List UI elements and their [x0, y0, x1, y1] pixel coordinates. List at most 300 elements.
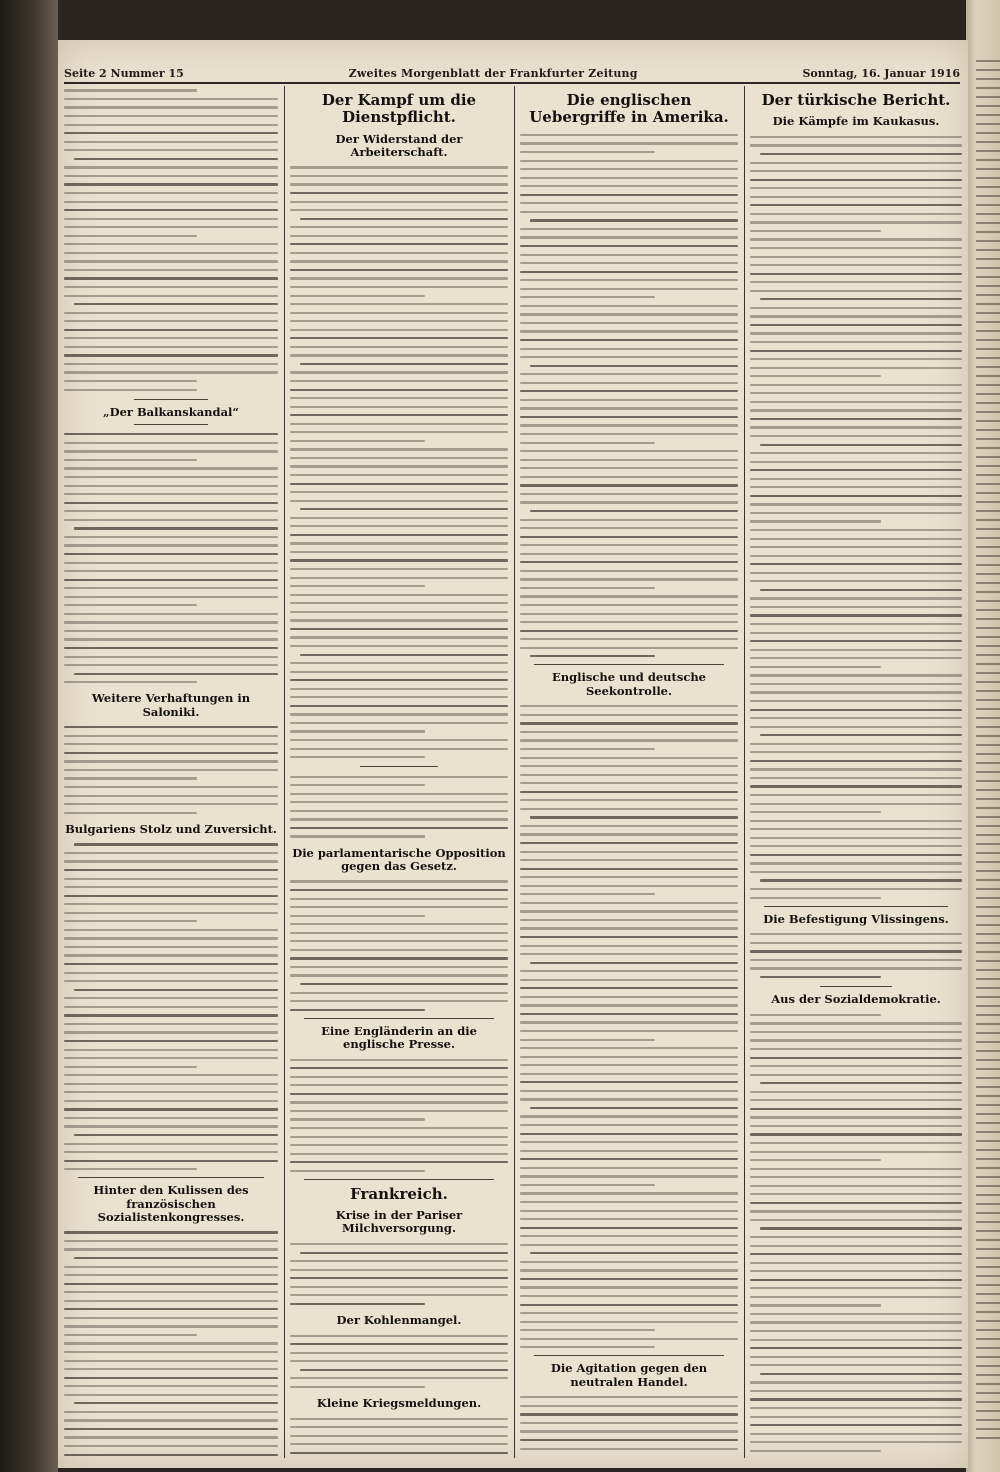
text-line: [64, 592, 278, 601]
edge-text-fragment: [976, 1158, 1000, 1160]
text-line: [750, 577, 962, 586]
text-line: [64, 849, 278, 858]
text-line: [520, 1163, 738, 1172]
edge-text-fragment: [976, 1419, 1000, 1421]
text-line: [290, 582, 508, 591]
text-line: [750, 321, 962, 330]
text-line: [64, 498, 278, 507]
edge-text-fragment: [976, 933, 1000, 935]
edge-text-fragment: [976, 78, 1000, 80]
text-line: [290, 1158, 508, 1167]
text-line: [64, 171, 278, 180]
text-line: [64, 1045, 278, 1054]
text-line: [290, 436, 508, 445]
text-line: [64, 129, 278, 138]
scan-left-margin: [0, 0, 58, 1472]
text-line: [520, 881, 738, 890]
text-line: [64, 1139, 278, 1148]
text-line: [520, 1427, 738, 1436]
text-line: [290, 684, 508, 693]
text-line: [520, 745, 738, 754]
text-line: [520, 1155, 738, 1164]
edge-text-fragment: [976, 312, 1000, 314]
text-line: [520, 455, 738, 464]
text-line: [64, 368, 278, 377]
text-line: [64, 1254, 278, 1263]
text-line: [64, 1079, 278, 1088]
text-line: [750, 620, 962, 629]
text-line: [290, 693, 508, 702]
text-line: [64, 891, 278, 900]
text-line: [290, 894, 508, 903]
text-line: [290, 565, 508, 574]
text-line: [520, 387, 738, 396]
text-line: [750, 859, 962, 868]
text-line: [520, 1317, 738, 1326]
text-line: [520, 1436, 738, 1445]
edge-text-fragment: [976, 69, 1000, 71]
text-line: [520, 524, 738, 533]
text-line: [750, 1207, 962, 1216]
text-line: [520, 1444, 738, 1453]
text-line: [290, 573, 508, 582]
text-line: [750, 964, 962, 973]
text-line: [750, 697, 962, 706]
text-line: [64, 652, 278, 661]
text-line: [290, 781, 508, 790]
text-line: [64, 1407, 278, 1416]
text-line: [520, 1172, 738, 1181]
edge-text-fragment: [976, 1212, 1000, 1214]
text-line: [750, 509, 962, 518]
text-line: [750, 269, 962, 278]
text-line: [750, 500, 962, 509]
text-line: [290, 937, 508, 946]
text-line: [290, 471, 508, 480]
text-line: [750, 782, 962, 791]
text-line: [750, 1062, 962, 1071]
text-line: [520, 532, 738, 541]
edge-text-fragment: [976, 951, 1000, 953]
text-line: [520, 822, 738, 831]
text-line: [290, 1348, 508, 1357]
edge-text-fragment: [976, 1176, 1000, 1178]
text-line: [750, 244, 962, 253]
edge-text-fragment: [976, 339, 1000, 341]
text-line: [64, 490, 278, 499]
article-text: [520, 131, 738, 661]
edge-text-fragment: [976, 1347, 1000, 1349]
text-line: [520, 1283, 738, 1292]
text-line: [520, 1334, 738, 1343]
edge-text-fragment: [976, 987, 1000, 989]
text-line: [520, 216, 738, 225]
text-line: [290, 1331, 508, 1340]
edge-text-fragment: [976, 996, 1000, 998]
edge-text-fragment: [976, 1311, 1000, 1313]
divider: [820, 986, 892, 987]
text-line: [64, 197, 278, 206]
text-line: [520, 753, 738, 762]
text-line: [520, 1418, 738, 1427]
edge-text-fragment: [976, 816, 1000, 818]
text-line: [520, 609, 738, 618]
heading-widerstand: Der Widerstand der Arbeiterschaft.: [335, 131, 463, 159]
edge-text-fragment: [976, 1194, 1000, 1196]
text-line: [520, 1300, 738, 1309]
text-line: [520, 575, 738, 584]
text-line: [64, 342, 278, 351]
text-line: [520, 378, 738, 387]
heading-tuerkischer-bericht: Der türkische Bericht.: [761, 91, 951, 109]
text-line: [290, 496, 508, 505]
text-line: [750, 543, 962, 552]
text-line: [290, 886, 508, 895]
edge-text-fragment: [976, 186, 1000, 188]
text-line: [64, 334, 278, 343]
text-line: [750, 1190, 962, 1199]
edge-text-fragment: [976, 546, 1000, 548]
text-line: [750, 765, 962, 774]
text-line: [750, 551, 962, 560]
text-line: [520, 839, 738, 848]
text-line: [750, 526, 962, 535]
edge-text-fragment: [976, 1122, 1000, 1124]
text-line: [290, 815, 508, 824]
edge-text-fragment: [976, 177, 1000, 179]
edge-text-fragment: [976, 654, 1000, 656]
text-line: [64, 1271, 278, 1280]
edge-text-fragment: [976, 357, 1000, 359]
text-line: [290, 231, 508, 240]
text-line: [290, 928, 508, 937]
text-line: [64, 1356, 278, 1365]
text-line: [750, 748, 962, 757]
text-line: [520, 413, 738, 422]
header-page-number: Seite 2 Nummer 15: [64, 67, 184, 80]
text-line: [290, 1149, 508, 1158]
text-line: [64, 661, 278, 670]
text-line: [750, 1216, 962, 1225]
text-line: [290, 214, 508, 223]
edge-text-fragment: [976, 726, 1000, 728]
text-line: [290, 1257, 508, 1266]
edge-text-fragment: [976, 1374, 1000, 1376]
text-line: [290, 1374, 508, 1383]
text-line: [750, 1079, 962, 1088]
edge-text-fragment: [976, 321, 1000, 323]
text-line: [64, 1131, 278, 1140]
edge-text-fragment: [976, 438, 1000, 440]
edge-text-fragment: [976, 1221, 1000, 1223]
text-line: [750, 338, 962, 347]
text-line: [520, 1010, 738, 1019]
text-line: [64, 558, 278, 567]
text-line: [520, 1061, 738, 1070]
text-line: [290, 920, 508, 929]
column-separator: [284, 86, 285, 1458]
edge-text-fragment: [976, 1437, 1000, 1439]
edge-text-fragment: [976, 366, 1000, 368]
text-line: [290, 428, 508, 437]
text-line: [520, 361, 738, 370]
text-line: [750, 1070, 962, 1079]
text-line: [64, 977, 278, 986]
text-line: [520, 787, 738, 796]
text-line: [750, 1335, 962, 1344]
divider: [78, 1177, 264, 1178]
text-line: [520, 472, 738, 481]
text-line: [750, 1156, 962, 1165]
edge-text-fragment: [976, 465, 1000, 467]
text-line: [520, 549, 738, 558]
edge-text-fragment: [976, 168, 1000, 170]
text-line: [520, 156, 738, 165]
text-line: [750, 808, 962, 817]
text-line: [520, 1121, 738, 1130]
text-line: [750, 791, 962, 800]
article-text: [64, 430, 278, 686]
text-line: [520, 1001, 738, 1010]
text-line: [290, 419, 508, 428]
text-line: [750, 739, 962, 748]
text-line: [750, 355, 962, 364]
text-line: [750, 1421, 962, 1430]
text-line: [290, 1055, 508, 1064]
text-line: [64, 1433, 278, 1442]
text-line: [750, 1087, 962, 1096]
text-line: [750, 628, 962, 637]
text-line: [290, 1240, 508, 1249]
text-line: [750, 1267, 962, 1276]
text-line: [750, 466, 962, 475]
text-line: [290, 877, 508, 886]
text-line: [750, 1036, 962, 1045]
text-line: [520, 438, 738, 447]
text-line: [520, 327, 738, 336]
text-line: [520, 1104, 738, 1113]
text-line: [520, 796, 738, 805]
text-line: [64, 291, 278, 300]
text-line: [520, 481, 738, 490]
text-line: [750, 389, 962, 398]
text-line: [750, 1010, 962, 1019]
text-line: [64, 1113, 278, 1122]
text-line: [290, 832, 508, 841]
text-line: [520, 830, 738, 839]
edge-text-fragment: [976, 429, 1000, 431]
text-line: [520, 592, 738, 601]
text-line: [290, 997, 508, 1006]
text-line: [290, 824, 508, 833]
edge-text-fragment: [976, 1248, 1000, 1250]
edge-text-fragment: [976, 222, 1000, 224]
text-line: [520, 984, 738, 993]
text-line: [290, 248, 508, 257]
text-line: [290, 1081, 508, 1090]
text-line: [64, 857, 278, 866]
edge-text-fragment: [976, 510, 1000, 512]
text-line: [64, 840, 278, 849]
text-line: [64, 1019, 278, 1028]
edge-text-fragment: [976, 717, 1000, 719]
text-line: [750, 1284, 962, 1293]
edge-text-fragment: [976, 231, 1000, 233]
edge-text-fragment: [976, 1041, 1000, 1043]
text-line: [290, 806, 508, 815]
edge-text-fragment: [976, 375, 1000, 377]
text-line: [750, 1275, 962, 1284]
edge-text-fragment: [976, 699, 1000, 701]
edge-text-fragment: [976, 1050, 1000, 1052]
text-line: [750, 1122, 962, 1131]
edge-text-fragment: [976, 807, 1000, 809]
edge-text-fragment: [976, 141, 1000, 143]
text-line: [750, 816, 962, 825]
edge-text-fragment: [976, 915, 1000, 917]
edge-text-fragment: [976, 735, 1000, 737]
text-line: [520, 583, 738, 592]
text-line: [64, 120, 278, 129]
text-line: [64, 1122, 278, 1131]
text-line: [520, 1095, 738, 1104]
edge-text-fragment: [976, 528, 1000, 530]
text-line: [750, 637, 962, 646]
article-text: [290, 1331, 508, 1391]
text-line: [64, 248, 278, 257]
text-line: [520, 1249, 738, 1258]
edge-text-fragment: [976, 1059, 1000, 1061]
edge-text-fragment: [976, 483, 1000, 485]
text-line: [750, 603, 962, 612]
edge-text-fragment: [976, 1077, 1000, 1079]
text-line: [64, 154, 278, 163]
text-line: [750, 1198, 962, 1207]
text-line: [520, 1138, 738, 1147]
text-line: [290, 274, 508, 283]
edge-text-fragment: [976, 492, 1000, 494]
text-line: [64, 550, 278, 559]
text-line: [290, 1064, 508, 1073]
text-line: [750, 261, 962, 270]
text-line: [64, 748, 278, 757]
text-line: [64, 1054, 278, 1063]
text-line: [290, 945, 508, 954]
text-line: [290, 789, 508, 798]
text-line: [290, 650, 508, 659]
text-line: [750, 1181, 962, 1190]
text-line: [750, 1241, 962, 1250]
text-line: [520, 967, 738, 976]
text-line: [64, 1288, 278, 1297]
text-line: [64, 943, 278, 952]
text-line: [290, 360, 508, 369]
text-line: [520, 489, 738, 498]
edge-text-fragment: [976, 537, 1000, 539]
text-line: [290, 624, 508, 633]
text-line: [64, 532, 278, 541]
text-line: [520, 1198, 738, 1207]
divider: [304, 1018, 494, 1019]
text-line: [64, 1062, 278, 1071]
text-line: [290, 368, 508, 377]
text-line: [290, 1382, 508, 1391]
edge-text-fragment: [976, 330, 1000, 332]
text-line: [520, 924, 738, 933]
text-line: [750, 825, 962, 834]
text-line: [64, 464, 278, 473]
text-line: [290, 445, 508, 454]
text-line: [750, 1233, 962, 1242]
text-line: [520, 541, 738, 550]
edge-text-fragment: [976, 789, 1000, 791]
article-text: [750, 132, 962, 901]
text-line: [64, 274, 278, 283]
text-line: [64, 1156, 278, 1165]
text-line: [750, 517, 962, 526]
text-line: [520, 1326, 738, 1335]
text-line: [64, 1228, 278, 1237]
text-line: [750, 585, 962, 594]
text-line: [750, 175, 962, 184]
edge-text-fragment: [976, 267, 1000, 269]
edge-text-fragment: [976, 897, 1000, 899]
text-line: [64, 635, 278, 644]
edge-text-fragment: [976, 114, 1000, 116]
edge-text-fragment: [976, 87, 1000, 89]
text-line: [750, 449, 962, 458]
text-line: [290, 1365, 508, 1374]
text-line: [64, 456, 278, 465]
text-line: [64, 765, 278, 774]
edge-text-fragment: [976, 1032, 1000, 1034]
text-line: [64, 1390, 278, 1399]
text-line: [750, 956, 962, 965]
text-line: [750, 662, 962, 671]
divider: [534, 1355, 724, 1356]
text-line: [520, 421, 738, 430]
text-line: [64, 1322, 278, 1331]
heading-kulissen: Hinter den Kulissen des französischen Sozialistenkongresses.: [93, 1183, 249, 1224]
text-line: [290, 1448, 508, 1457]
text-line: [64, 618, 278, 627]
edge-text-fragment: [976, 1293, 1000, 1295]
text-line: [290, 1414, 508, 1423]
edge-text-fragment: [976, 636, 1000, 638]
edge-text-fragment: [976, 843, 1000, 845]
text-line: [520, 1257, 738, 1266]
text-line: [520, 1274, 738, 1283]
article-text: [290, 1240, 508, 1308]
text-line: [290, 505, 508, 514]
text-line: [750, 645, 962, 654]
text-line: [64, 1382, 278, 1391]
text-line: [64, 163, 278, 172]
scan-right-margin: [966, 0, 1000, 1472]
edge-text-fragment: [976, 1086, 1000, 1088]
text-line: [290, 659, 508, 668]
text-line: [64, 1348, 278, 1357]
edge-text-fragment: [976, 1338, 1000, 1340]
heading-kriegsmeldungen: Kleine Kriegsmeldungen.: [316, 1395, 482, 1410]
heading-agitation: Die Agitation gegen den neutralen Handel.: [550, 1361, 708, 1389]
text-line: [520, 1146, 738, 1155]
article-text: [64, 723, 278, 817]
text-line: [520, 1052, 738, 1061]
edge-text-fragment: [976, 96, 1000, 98]
text-line: [290, 772, 508, 781]
text-line: [750, 773, 962, 782]
